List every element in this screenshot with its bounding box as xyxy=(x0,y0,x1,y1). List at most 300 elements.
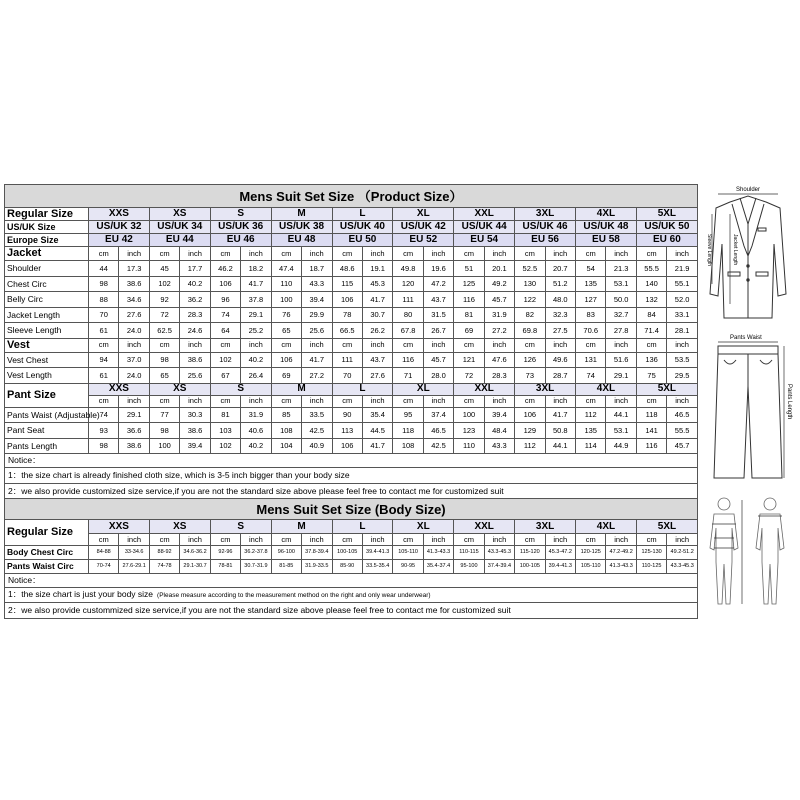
us-uk-size: US/UK 44 xyxy=(454,221,515,234)
pant-size-label: Pant Size xyxy=(5,383,89,407)
measurement-value: 28.7 xyxy=(545,368,575,384)
measurement-value: 44.5 xyxy=(362,423,392,439)
measurement-value: 39.4 xyxy=(180,438,210,454)
measurement-value: 39.4-41.3 xyxy=(362,546,392,560)
measurement-value: 102 xyxy=(149,276,179,292)
size-header: XXS xyxy=(89,520,150,534)
unit-inch: inch xyxy=(545,247,575,261)
measurement-value: 61 xyxy=(89,368,119,384)
measurement-value: 70.6 xyxy=(576,323,606,339)
measurement-value: 47.6 xyxy=(484,352,514,368)
measurement-value: 42.5 xyxy=(423,438,453,454)
unit-cm: cm xyxy=(454,395,484,407)
table-row xyxy=(5,534,698,546)
measurement-value: 29.1 xyxy=(606,368,636,384)
size-header: XXL xyxy=(454,383,515,395)
measurement-value: 93 xyxy=(89,423,119,439)
europe-size: EU 54 xyxy=(454,234,515,247)
measurement-value: 50.8 xyxy=(545,423,575,439)
measurement-value: 31.9 xyxy=(241,407,271,423)
measurement-value: 98 xyxy=(89,438,119,454)
measurement-value: 127 xyxy=(576,292,606,308)
unit-inch: inch xyxy=(667,395,698,407)
measurement-value: 30.3 xyxy=(180,407,210,423)
table-row xyxy=(5,208,698,221)
measurement-value: 81 xyxy=(210,407,240,423)
us-uk-size: US/UK 50 xyxy=(636,221,697,234)
size-header: M xyxy=(271,383,332,395)
measurement-value: 44 xyxy=(89,261,119,277)
measurement-value: 123 xyxy=(454,423,484,439)
measurement-value: 120 xyxy=(393,276,423,292)
measurement-value: 100 xyxy=(149,438,179,454)
measurement-value: 53.1 xyxy=(606,276,636,292)
measurement-value: 116 xyxy=(454,292,484,308)
measurement-label: Pants Length xyxy=(5,438,89,454)
measurement-value: 74 xyxy=(576,368,606,384)
unit-inch: inch xyxy=(302,247,332,261)
measurement-value: 135 xyxy=(576,423,606,439)
measurement-value: 27.5 xyxy=(545,323,575,339)
note-line: 1：the size chart is already finished cloth size, which is 3-5 inch bigger than your body size xyxy=(5,468,698,484)
table-row xyxy=(5,234,698,247)
measurement-value: 17.7 xyxy=(180,261,210,277)
measurement-value: 131 xyxy=(576,352,606,368)
table-row xyxy=(5,438,698,454)
measurement-value: 132 xyxy=(636,292,666,308)
measurement-value: 115 xyxy=(332,276,362,292)
measurement-value: 74-78 xyxy=(149,560,179,574)
size-header: XS xyxy=(149,383,210,395)
measurement-value: 43.7 xyxy=(423,292,453,308)
unit-cm: cm xyxy=(576,247,606,261)
measurement-value: 46.2 xyxy=(210,261,240,277)
unit-inch: inch xyxy=(545,534,575,546)
measurement-value: 28.1 xyxy=(667,323,698,339)
measurement-value: 70-74 xyxy=(89,560,119,574)
table-row xyxy=(5,560,698,574)
unit-cm: cm xyxy=(332,395,362,407)
unit-cm: cm xyxy=(454,247,484,261)
measurement-value: 31.9-33.5 xyxy=(302,560,332,574)
measurement-value: 51 xyxy=(454,261,484,277)
measurement-value: 106 xyxy=(210,276,240,292)
size-header: L xyxy=(332,383,393,395)
us-uk-size: US/UK 32 xyxy=(89,221,150,234)
unit-cm: cm xyxy=(89,534,119,546)
measurement-value: 78-81 xyxy=(210,560,240,574)
measurement-value: 110-115 xyxy=(454,546,484,560)
measurement-value: 65 xyxy=(149,368,179,384)
measurement-value: 106 xyxy=(332,438,362,454)
measurement-value: 85 xyxy=(271,407,301,423)
unit-cm: cm xyxy=(515,338,545,352)
measurement-value: 106 xyxy=(332,292,362,308)
measurement-value: 90-95 xyxy=(393,560,423,574)
measurement-value: 27.2 xyxy=(302,368,332,384)
body-table-title: Mens Suit Set Size (Body Size) xyxy=(5,499,698,520)
unit-inch: inch xyxy=(362,338,392,352)
measurement-value: 49.2-51.2 xyxy=(667,546,698,560)
measurement-label: Vest Length xyxy=(5,368,89,384)
unit-cm: cm xyxy=(515,395,545,407)
measurement-value: 106 xyxy=(515,407,545,423)
measurement-value: 45 xyxy=(149,261,179,277)
measurement-value: 49.6 xyxy=(545,352,575,368)
measurement-value: 33.5 xyxy=(302,407,332,423)
measurement-value: 47.2-49.2 xyxy=(606,546,636,560)
measurement-label: Pants Waist Circ xyxy=(5,560,89,574)
measurement-value: 28.0 xyxy=(423,368,453,384)
measurement-value: 122 xyxy=(515,292,545,308)
measurement-value: 85-90 xyxy=(332,560,362,574)
measurement-value: 39.4-41.3 xyxy=(545,560,575,574)
europe-size-label: Europe Size xyxy=(5,234,89,247)
measurement-value: 95 xyxy=(393,407,423,423)
size-header: 4XL xyxy=(576,208,637,221)
measurement-value: 47.2 xyxy=(423,276,453,292)
size-header: M xyxy=(271,520,332,534)
measurement-value: 41.3-43.3 xyxy=(606,560,636,574)
measurement-value: 62.5 xyxy=(149,323,179,339)
measurement-value: 37.8 xyxy=(241,292,271,308)
measurement-value: 69.8 xyxy=(515,323,545,339)
measurement-value: 49.2 xyxy=(484,276,514,292)
measurement-value: 78 xyxy=(332,307,362,323)
measurement-value: 100-105 xyxy=(515,560,545,574)
us-uk-size: US/UK 48 xyxy=(576,221,637,234)
measurement-value: 74 xyxy=(89,407,119,423)
pants-diagram xyxy=(700,334,796,484)
table-row xyxy=(5,588,698,603)
note-line xyxy=(5,588,698,603)
size-header: 5XL xyxy=(636,383,697,395)
measurement-value: 27.6-29.1 xyxy=(119,560,149,574)
measurement-value: 110 xyxy=(271,276,301,292)
measurement-value: 31.5 xyxy=(423,307,453,323)
measurement-value: 43.3-45.3 xyxy=(667,560,698,574)
shoulder-label: Shoulder xyxy=(736,187,761,193)
measurement-value: 39.4 xyxy=(302,292,332,308)
measurement-value: 100-105 xyxy=(332,546,362,560)
measurement-value: 45.3 xyxy=(362,276,392,292)
notice-label: Notice： xyxy=(5,454,698,468)
size-header: XL xyxy=(393,208,454,221)
measurement-value: 28.3 xyxy=(484,368,514,384)
measurement-value: 37.8-39.4 xyxy=(302,546,332,560)
measurement-value: 37.4-39.4 xyxy=(484,560,514,574)
measurement-value: 44.1 xyxy=(545,438,575,454)
measurement-value: 26.2 xyxy=(362,323,392,339)
measurement-value: 27.8 xyxy=(606,323,636,339)
measurement-value: 96 xyxy=(210,292,240,308)
table-row xyxy=(5,423,698,439)
measurement-value: 18.7 xyxy=(302,261,332,277)
measurement-value: 69 xyxy=(454,323,484,339)
table-row xyxy=(5,499,698,520)
measurement-value: 92 xyxy=(149,292,179,308)
unit-cm: cm xyxy=(393,534,423,546)
measurement-value: 46.5 xyxy=(423,423,453,439)
table-row xyxy=(5,383,698,395)
measurement-value: 20.1 xyxy=(484,261,514,277)
unit-inch: inch xyxy=(606,338,636,352)
unit-cm: cm xyxy=(332,247,362,261)
us-uk-size-label: US/UK Size xyxy=(5,221,89,234)
measurement-value: 77 xyxy=(149,407,179,423)
unit-inch: inch xyxy=(606,395,636,407)
measurement-value: 81 xyxy=(454,307,484,323)
unit-cm: cm xyxy=(636,338,666,352)
measurement-value: 41.7 xyxy=(302,352,332,368)
measurement-value: 31.9 xyxy=(484,307,514,323)
measurement-value: 84-88 xyxy=(89,546,119,560)
measurement-value: 98 xyxy=(149,352,179,368)
measurement-value: 38.6 xyxy=(119,276,149,292)
notice-label: Notice： xyxy=(5,574,698,588)
measurement-value: 126 xyxy=(515,352,545,368)
unit-inch: inch xyxy=(484,534,514,546)
measurement-label: Chest Circ xyxy=(5,276,89,292)
measurement-value: 21.3 xyxy=(606,261,636,277)
measurement-value: 33.5-35.4 xyxy=(362,560,392,574)
measurement-value: 110 xyxy=(454,438,484,454)
unit-cm: cm xyxy=(393,395,423,407)
unit-cm: cm xyxy=(149,534,179,546)
europe-size: EU 46 xyxy=(210,234,271,247)
measurement-value: 48.4 xyxy=(484,423,514,439)
unit-inch: inch xyxy=(545,395,575,407)
size-header: 3XL xyxy=(515,520,576,534)
measurement-value: 74 xyxy=(210,307,240,323)
size-header: 4XL xyxy=(576,383,637,395)
table-row xyxy=(5,603,698,619)
unit-inch: inch xyxy=(484,395,514,407)
unit-inch: inch xyxy=(606,534,636,546)
unit-inch: inch xyxy=(423,395,453,407)
unit-cm: cm xyxy=(576,534,606,546)
measurement-value: 43.3 xyxy=(302,276,332,292)
measurement-label: Belly Circ xyxy=(5,292,89,308)
jacket-length-label: Jacket Length xyxy=(732,234,738,266)
unit-cm: cm xyxy=(576,338,606,352)
measurement-value: 116 xyxy=(636,438,666,454)
measurement-value: 27.6 xyxy=(119,307,149,323)
measurement-value: 25.6 xyxy=(180,368,210,384)
measurement-value: 41.7 xyxy=(362,292,392,308)
unit-cm: cm xyxy=(271,338,301,352)
measurement-value: 36.6 xyxy=(119,423,149,439)
unit-inch: inch xyxy=(180,247,210,261)
unit-cm: cm xyxy=(271,247,301,261)
size-header: XXS xyxy=(89,208,150,221)
unit-cm: cm xyxy=(149,395,179,407)
measurement-value: 100 xyxy=(271,292,301,308)
measurement-value: 65 xyxy=(271,323,301,339)
table-row xyxy=(5,307,698,323)
measurement-value: 24.6 xyxy=(180,323,210,339)
measurement-value: 45.3-47.2 xyxy=(545,546,575,560)
measurement-value: 49.8 xyxy=(393,261,423,277)
measurement-value: 26.7 xyxy=(423,323,453,339)
measurement-value: 84 xyxy=(636,307,666,323)
measurement-value: 29.1 xyxy=(241,307,271,323)
measurement-value: 66.5 xyxy=(332,323,362,339)
measurement-value: 136 xyxy=(636,352,666,368)
unit-inch: inch xyxy=(362,395,392,407)
measurement-value: 47.4 xyxy=(271,261,301,277)
vest-section-label: Vest xyxy=(5,338,89,352)
measurement-value: 69 xyxy=(271,368,301,384)
body-measurement-diagram xyxy=(700,492,796,612)
measurement-value: 40.2 xyxy=(241,438,271,454)
table-row xyxy=(5,292,698,308)
measurement-value: 103 xyxy=(210,423,240,439)
regular-size-label: Regular Size xyxy=(5,208,89,221)
sleeve-length-label: Sleeve Length xyxy=(706,234,712,266)
measurement-value: 102 xyxy=(210,352,240,368)
measurement-value: 140 xyxy=(636,276,666,292)
size-header: XS xyxy=(149,208,210,221)
measurement-value: 129 xyxy=(515,423,545,439)
measurement-value: 48.6 xyxy=(332,261,362,277)
measurement-value: 112 xyxy=(515,438,545,454)
measurement-value: 43.3 xyxy=(484,438,514,454)
measurement-value: 42.5 xyxy=(302,423,332,439)
size-header: S xyxy=(210,520,271,534)
table-row xyxy=(5,261,698,277)
measurement-value: 92-96 xyxy=(210,546,240,560)
measurement-value: 41.7 xyxy=(241,276,271,292)
size-header: XXL xyxy=(454,520,515,534)
pants-length-label: Pants Length xyxy=(786,384,792,420)
size-header: 3XL xyxy=(515,383,576,395)
europe-size: EU 58 xyxy=(576,234,637,247)
measurement-value: 40.2 xyxy=(241,352,271,368)
unit-cm: cm xyxy=(636,247,666,261)
size-header: XL xyxy=(393,520,454,534)
unit-inch: inch xyxy=(484,247,514,261)
measurement-value: 45.7 xyxy=(423,352,453,368)
measurement-value: 18.2 xyxy=(241,261,271,277)
unit-inch: inch xyxy=(667,534,698,546)
measurement-value: 130 xyxy=(515,276,545,292)
table-row xyxy=(5,368,698,384)
measurement-value: 67 xyxy=(210,368,240,384)
measurement-value: 17.3 xyxy=(119,261,149,277)
measurement-value: 43.7 xyxy=(362,352,392,368)
unit-cm: cm xyxy=(149,247,179,261)
table-row xyxy=(5,546,698,560)
table-row xyxy=(5,323,698,339)
measurement-value: 45.7 xyxy=(484,292,514,308)
measurement-value: 37.4 xyxy=(423,407,453,423)
unit-inch: inch xyxy=(119,247,149,261)
measurement-value: 70 xyxy=(89,307,119,323)
measurement-value: 90 xyxy=(332,407,362,423)
measurement-value: 48.0 xyxy=(545,292,575,308)
measurement-value: 33.1 xyxy=(667,307,698,323)
note-line: 2：we also provide customized size service,if you are not the standard size above please feel free to contact me for customized suit xyxy=(5,484,698,500)
size-header: M xyxy=(271,208,332,221)
unit-inch: inch xyxy=(241,338,271,352)
measurement-value: 29.1-30.7 xyxy=(180,560,210,574)
measurement-value: 35.4 xyxy=(362,407,392,423)
table-row xyxy=(5,352,698,368)
unit-inch: inch xyxy=(119,395,149,407)
measurement-value: 75 xyxy=(636,368,666,384)
jacket-section-label: Jacket xyxy=(5,247,89,261)
measurement-value: 141 xyxy=(636,423,666,439)
measurement-value: 37.0 xyxy=(119,352,149,368)
measurement-value: 72 xyxy=(149,307,179,323)
measurement-value: 82 xyxy=(515,307,545,323)
measurement-value: 19.1 xyxy=(362,261,392,277)
measurement-value: 125-130 xyxy=(636,546,666,560)
unit-cm: cm xyxy=(89,247,119,261)
measurement-value: 54 xyxy=(576,261,606,277)
unit-inch: inch xyxy=(484,338,514,352)
measurement-value: 34.6-36.2 xyxy=(180,546,210,560)
measurement-value: 41.7 xyxy=(545,407,575,423)
measurement-value: 29.1 xyxy=(119,407,149,423)
measurement-value: 71.4 xyxy=(636,323,666,339)
measurement-value: 100 xyxy=(454,407,484,423)
measurement-value: 41.3-43.3 xyxy=(423,546,453,560)
measurement-value: 98 xyxy=(89,276,119,292)
measurement-value: 115-120 xyxy=(515,546,545,560)
unit-cm: cm xyxy=(515,534,545,546)
unit-cm: cm xyxy=(210,247,240,261)
product-size-table xyxy=(4,184,698,500)
table-row xyxy=(5,247,698,261)
measurement-value: 116 xyxy=(393,352,423,368)
size-header: 3XL xyxy=(515,208,576,221)
measurement-value: 125 xyxy=(454,276,484,292)
unit-inch: inch xyxy=(302,534,332,546)
measurement-label: Shoulder xyxy=(5,261,89,277)
unit-inch: inch xyxy=(241,534,271,546)
measurement-value: 96-100 xyxy=(271,546,301,560)
size-header: L xyxy=(332,208,393,221)
measurement-value: 53.1 xyxy=(606,423,636,439)
measurement-value: 83 xyxy=(576,307,606,323)
europe-size: EU 42 xyxy=(89,234,150,247)
note-line: 2：we also provide custommized size service,if you are not the standard size above please feel free to contact me for customized suit xyxy=(5,603,698,619)
measurement-value: 43.3-45.3 xyxy=(484,546,514,560)
unit-inch: inch xyxy=(423,534,453,546)
size-header: XXS xyxy=(89,383,150,395)
measurement-value: 52.0 xyxy=(667,292,698,308)
measurement-value: 64 xyxy=(210,323,240,339)
measurement-value: 36.2 xyxy=(180,292,210,308)
measurement-value: 72 xyxy=(454,368,484,384)
measurement-value: 38.6 xyxy=(180,423,210,439)
measurement-value: 29.5 xyxy=(667,368,698,384)
measurement-value: 88-92 xyxy=(149,546,179,560)
size-header: 4XL xyxy=(576,520,637,534)
measurement-value: 120-125 xyxy=(576,546,606,560)
measurement-value: 94 xyxy=(89,352,119,368)
unit-inch: inch xyxy=(180,395,210,407)
measurement-value: 46.5 xyxy=(667,407,698,423)
measurement-value: 25.6 xyxy=(302,323,332,339)
table-row xyxy=(5,221,698,234)
unit-cm: cm xyxy=(271,534,301,546)
measurement-value: 36.2-37.8 xyxy=(241,546,271,560)
measurement-value: 39.4 xyxy=(484,407,514,423)
measurement-value: 29.9 xyxy=(302,307,332,323)
